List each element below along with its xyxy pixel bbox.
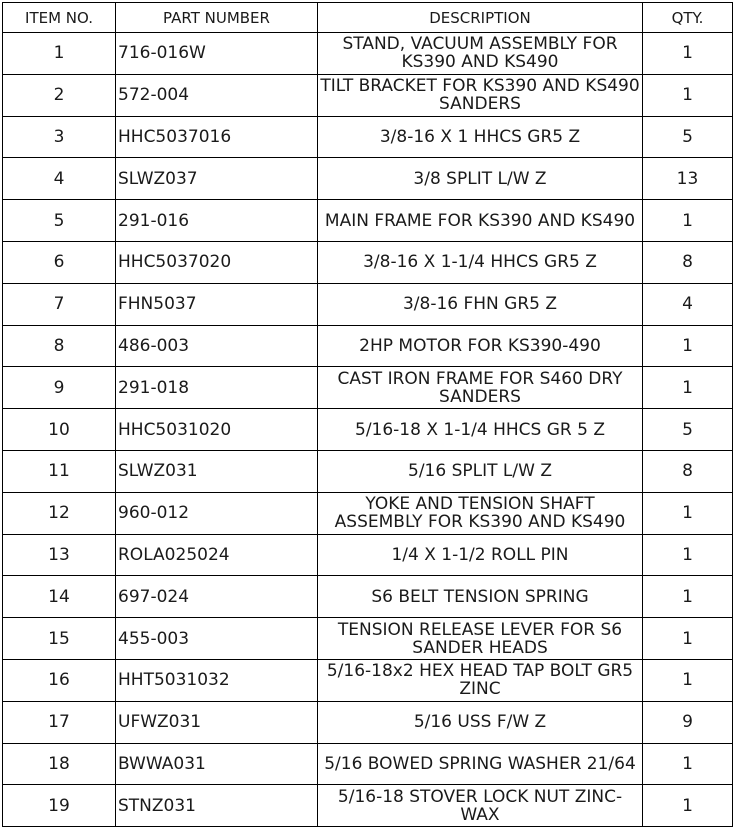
item-number-cell: 18 — [3, 743, 116, 785]
table-row — [3, 74, 733, 116]
header-item-no: ITEM NO. — [3, 3, 116, 33]
qty-cell: 13 — [643, 158, 733, 200]
item-number-cell: 8 — [3, 325, 116, 367]
table-row — [3, 116, 733, 158]
item-number-cell: 10 — [3, 409, 116, 451]
item-number-cell: 17 — [3, 701, 116, 743]
item-number-cell: 11 — [3, 450, 116, 492]
item-number-cell: 12 — [3, 492, 116, 534]
part-number-cell: HHC5037020 — [116, 241, 318, 283]
item-number-cell: 6 — [3, 241, 116, 283]
description-cell: TILT BRACKET FOR KS390 AND KS490 SANDERS — [318, 74, 643, 116]
item-number-cell: 9 — [3, 367, 116, 409]
part-number-cell: BWWA031 — [116, 743, 318, 785]
part-number-cell: 572-004 — [116, 74, 318, 116]
header-row — [3, 3, 733, 33]
part-number-cell: HHC5037016 — [116, 116, 318, 158]
part-number-cell: ROLA025024 — [116, 534, 318, 576]
description-cell: YOKE AND TENSION SHAFT ASSEMBLY FOR KS390 AND KS490 — [318, 492, 643, 534]
qty-cell: 9 — [643, 701, 733, 743]
item-number-cell: 13 — [3, 534, 116, 576]
qty-cell: 1 — [643, 200, 733, 242]
qty-cell: 1 — [643, 74, 733, 116]
part-number-cell: 486-003 — [116, 325, 318, 367]
part-number-cell: 291-016 — [116, 200, 318, 242]
description-cell: 2HP MOTOR FOR KS390-490 — [318, 325, 643, 367]
item-number-cell: 14 — [3, 576, 116, 618]
table-row — [3, 785, 733, 827]
table-row — [3, 158, 733, 200]
qty-cell: 8 — [643, 241, 733, 283]
item-number-cell: 2 — [3, 74, 116, 116]
parts-list-table — [2, 2, 733, 827]
part-number-cell: HHT5031032 — [116, 659, 318, 701]
header-description: DESCRIPTION — [318, 3, 643, 33]
table-body — [3, 33, 733, 827]
table-row — [3, 743, 733, 785]
table-row — [3, 450, 733, 492]
header-qty: QTY. — [643, 3, 733, 33]
item-number-cell: 3 — [3, 116, 116, 158]
table-row — [3, 701, 733, 743]
qty-cell: 4 — [643, 283, 733, 325]
part-number-cell: SLWZ031 — [116, 450, 318, 492]
part-number-cell: 716-016W — [116, 33, 318, 75]
description-cell: TENSION RELEASE LEVER FOR S6 SANDER HEADS — [318, 618, 643, 660]
part-number-cell: 697-024 — [116, 576, 318, 618]
description-cell: CAST IRON FRAME FOR S460 DRY SANDERS — [318, 367, 643, 409]
item-number-cell: 4 — [3, 158, 116, 200]
description-cell: 3/8-16 X 1 HHCS GR5 Z — [318, 116, 643, 158]
header-part-number: PART NUMBER — [116, 3, 318, 33]
qty-cell: 5 — [643, 116, 733, 158]
description-cell: 1/4 X 1-1/2 ROLL PIN — [318, 534, 643, 576]
description-cell: 3/8-16 X 1-1/4 HHCS GR5 Z — [318, 241, 643, 283]
part-number-cell: 291-018 — [116, 367, 318, 409]
qty-cell: 1 — [643, 785, 733, 827]
table-row — [3, 283, 733, 325]
description-cell: 5/16-18 STOVER LOCK NUT ZINC-WAX — [318, 785, 643, 827]
qty-cell: 8 — [643, 450, 733, 492]
item-number-cell: 1 — [3, 33, 116, 75]
description-cell: 5/16-18x2 HEX HEAD TAP BOLT GR5 ZINC — [318, 659, 643, 701]
item-number-cell: 16 — [3, 659, 116, 701]
qty-cell: 1 — [643, 492, 733, 534]
description-cell: 5/16 BOWED SPRING WASHER 21/64 — [318, 743, 643, 785]
table-row — [3, 534, 733, 576]
part-number-cell: STNZ031 — [116, 785, 318, 827]
description-cell: 3/8-16 FHN GR5 Z — [318, 283, 643, 325]
item-number-cell: 15 — [3, 618, 116, 660]
part-number-cell: 960-012 — [116, 492, 318, 534]
part-number-cell: UFWZ031 — [116, 701, 318, 743]
part-number-cell: SLWZ037 — [116, 158, 318, 200]
table-row — [3, 367, 733, 409]
qty-cell: 1 — [643, 534, 733, 576]
table-row — [3, 200, 733, 242]
qty-cell: 1 — [643, 659, 733, 701]
table-row — [3, 576, 733, 618]
item-number-cell: 19 — [3, 785, 116, 827]
item-number-cell: 7 — [3, 283, 116, 325]
qty-cell: 1 — [643, 367, 733, 409]
description-cell: MAIN FRAME FOR KS390 AND KS490 — [318, 200, 643, 242]
part-number-cell: HHC5031020 — [116, 409, 318, 451]
table-row — [3, 618, 733, 660]
table-row — [3, 492, 733, 534]
item-number-cell: 5 — [3, 200, 116, 242]
description-cell: STAND, VACUUM ASSEMBLY FOR KS390 AND KS490 — [318, 33, 643, 75]
description-cell: 5/16-18 X 1-1/4 HHCS GR 5 Z — [318, 409, 643, 451]
table-row — [3, 659, 733, 701]
table-row — [3, 33, 733, 75]
qty-cell: 1 — [643, 576, 733, 618]
part-number-cell: FHN5037 — [116, 283, 318, 325]
description-cell: 5/16 SPLIT L/W Z — [318, 450, 643, 492]
qty-cell: 1 — [643, 33, 733, 75]
qty-cell: 1 — [643, 325, 733, 367]
qty-cell: 1 — [643, 618, 733, 660]
table-header — [3, 3, 733, 33]
description-cell: 3/8 SPLIT L/W Z — [318, 158, 643, 200]
description-cell: 5/16 USS F/W Z — [318, 701, 643, 743]
description-cell: S6 BELT TENSION SPRING — [318, 576, 643, 618]
qty-cell: 5 — [643, 409, 733, 451]
table-row — [3, 325, 733, 367]
qty-cell: 1 — [643, 743, 733, 785]
table-row — [3, 241, 733, 283]
part-number-cell: 455-003 — [116, 618, 318, 660]
table-row — [3, 409, 733, 451]
